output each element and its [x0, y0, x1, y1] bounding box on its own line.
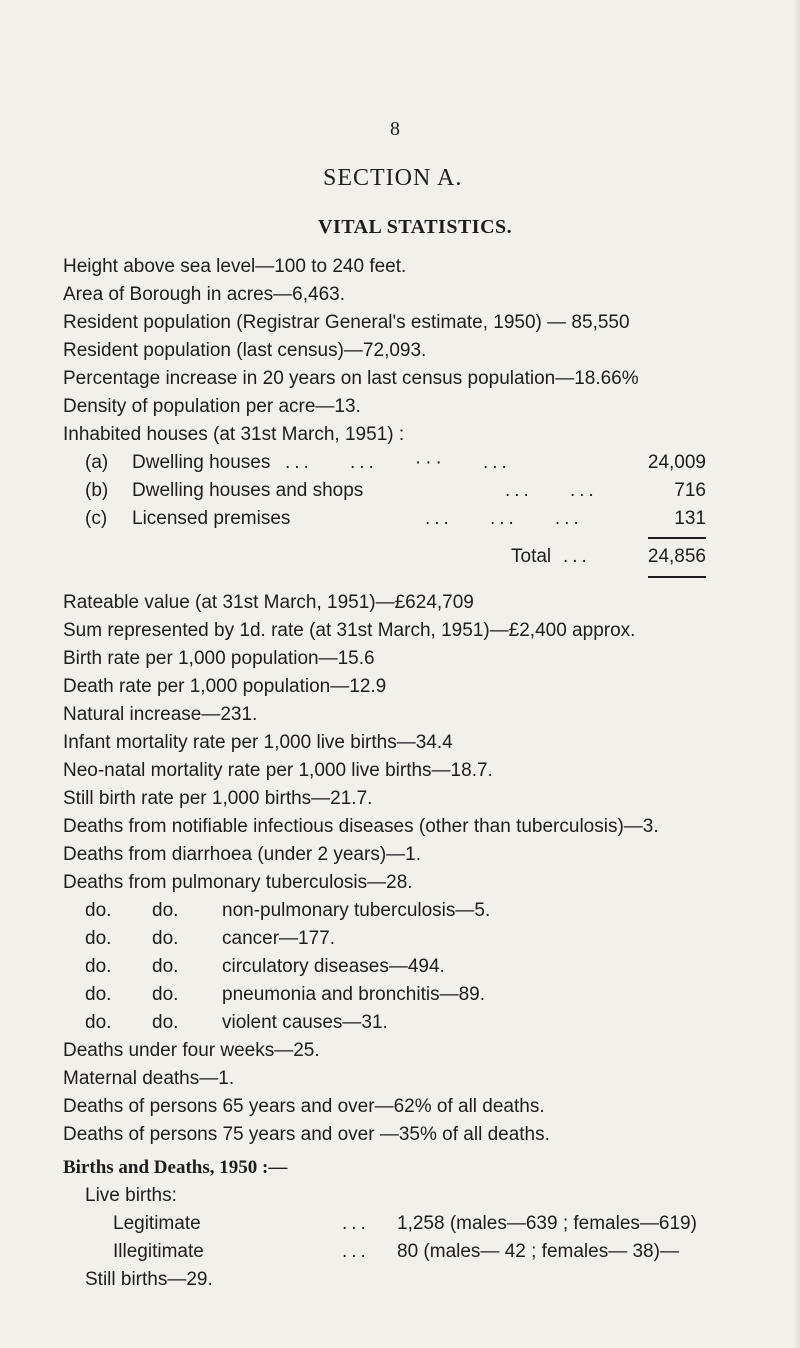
stat-penny-rate: Sum represented by 1d. rate (at 31st March, 1951)—£2,400 approx.	[63, 620, 636, 641]
ditto-mark: do.	[152, 1012, 179, 1033]
legitimate-row	[0, 1212, 800, 1236]
ditto-mark: do.	[85, 928, 112, 949]
ditto-mark: do.	[152, 984, 179, 1005]
stat-notifiable-deaths: Deaths from notifiable infectious diseases (other than tuberculosis)—3.	[63, 816, 659, 837]
stat-natural-increase: Natural increase—231.	[63, 704, 258, 725]
stat-deaths-under-four-weeks: Deaths under four weeks—25.	[63, 1040, 320, 1061]
ditto-row-text: non-pulmonary tuberculosis—5.	[222, 900, 491, 921]
leader-dots: ... ... ··· ...	[285, 452, 511, 473]
illegitimate-row	[0, 1240, 800, 1264]
houses-row-desc: Dwelling houses and shops	[132, 480, 364, 501]
ditto-row-text: violent causes—31.	[222, 1012, 388, 1033]
houses-row-label: (c)	[85, 508, 108, 529]
stat-still-birth-rate: Still birth rate per 1,000 births—21.7.	[63, 788, 373, 809]
stat-pulmonary-tb-deaths: Deaths from pulmonary tuberculosis—28.	[63, 872, 413, 893]
houses-row-desc: Dwelling houses	[132, 452, 271, 473]
stat-infant-mortality: Infant mortality rate per 1,000 live births—34.4	[63, 732, 453, 753]
ditto-row	[0, 983, 800, 1007]
stat-resident-estimate: Resident population (Registrar General's estimate, 1950) — 85,550	[63, 312, 630, 333]
legitimate-value: 1,258 (males—639 ; females—619)	[397, 1213, 697, 1234]
stat-birth-rate: Birth rate per 1,000 population—15.6	[63, 648, 375, 669]
ditto-mark: do.	[85, 1012, 112, 1033]
ditto-row	[0, 899, 800, 923]
stat-percentage-increase: Percentage increase in 20 years on last census population—18.66%	[63, 368, 639, 389]
ditto-row	[0, 1011, 800, 1035]
live-births-label: Live births:	[85, 1185, 177, 1206]
houses-row-value: 716	[674, 480, 706, 501]
ditto-mark: do.	[85, 900, 112, 921]
illegitimate-value: 80 (males— 42 ; females— 38)—	[397, 1241, 679, 1262]
ditto-mark: do.	[85, 956, 112, 977]
houses-row-value: 24,009	[647, 452, 706, 473]
illegitimate-label: Illegitimate	[113, 1241, 204, 1262]
leader-dots: ...	[342, 1213, 370, 1234]
page-number: 8	[390, 118, 400, 140]
stat-density: Density of population per acre—13.	[63, 396, 361, 417]
stat-area: Area of Borough in acres—6,463.	[63, 284, 346, 305]
page-edge-shadow	[794, 0, 800, 1348]
houses-row-label: (b)	[85, 480, 109, 501]
leader-dots: ... ...	[505, 480, 598, 501]
houses-row-label: (a)	[85, 452, 109, 473]
houses-total-row	[0, 545, 800, 569]
stat-deaths-75-over: Deaths of persons 75 years and over —35% of all deaths.	[63, 1124, 550, 1145]
stat-diarrhoea-deaths: Deaths from diarrhoea (under 2 years)—1.	[63, 844, 421, 865]
births-deaths-heading: Births and Deaths, 1950 :—	[63, 1157, 288, 1178]
still-births: Still births—29.	[85, 1269, 213, 1290]
ditto-mark: do.	[85, 984, 112, 1005]
houses-row-desc: Licensed premises	[132, 508, 291, 529]
stat-death-rate: Death rate per 1,000 population—12.9	[63, 676, 387, 697]
stat-maternal-deaths: Maternal deaths—1.	[63, 1068, 235, 1089]
stat-inhabited-houses: Inhabited houses (at 31st March, 1951) :	[63, 424, 405, 445]
total-rule-bottom	[648, 576, 706, 578]
ditto-mark: do.	[152, 900, 179, 921]
stat-rateable-value: Rateable value (at 31st March, 1951)—£624,709	[63, 592, 474, 613]
houses-total-value: 24,856	[647, 546, 706, 567]
stat-deaths-65-over: Deaths of persons 65 years and over—62% of all deaths.	[63, 1096, 545, 1117]
total-rule-top	[648, 537, 706, 539]
stat-resident-census: Resident population (last census)—72,093.	[63, 340, 427, 361]
leader-dots: ...	[563, 546, 591, 567]
houses-total-label: Total	[511, 546, 552, 567]
ditto-row-text: circulatory diseases—494.	[222, 956, 445, 977]
ditto-mark: do.	[152, 956, 179, 977]
ditto-row	[0, 927, 800, 951]
houses-row-c	[0, 507, 800, 531]
houses-row-a	[0, 451, 800, 475]
ditto-mark: do.	[152, 928, 179, 949]
leader-dots: ... ... ...	[425, 508, 583, 529]
stat-height: Height above sea level—100 to 240 feet.	[63, 256, 407, 277]
stat-neonatal-mortality: Neo-natal mortality rate per 1,000 live births—18.7.	[63, 760, 493, 781]
leader-dots: ...	[342, 1241, 370, 1262]
houses-row-value: 131	[674, 508, 706, 529]
houses-row-b	[0, 479, 800, 503]
section-title: SECTION A.	[323, 165, 463, 191]
ditto-row	[0, 955, 800, 979]
page-heading: VITAL STATISTICS.	[318, 216, 513, 238]
legitimate-label: Legitimate	[113, 1213, 201, 1234]
ditto-row-text: cancer—177.	[222, 928, 336, 949]
ditto-row-text: pneumonia and bronchitis—89.	[222, 984, 486, 1005]
